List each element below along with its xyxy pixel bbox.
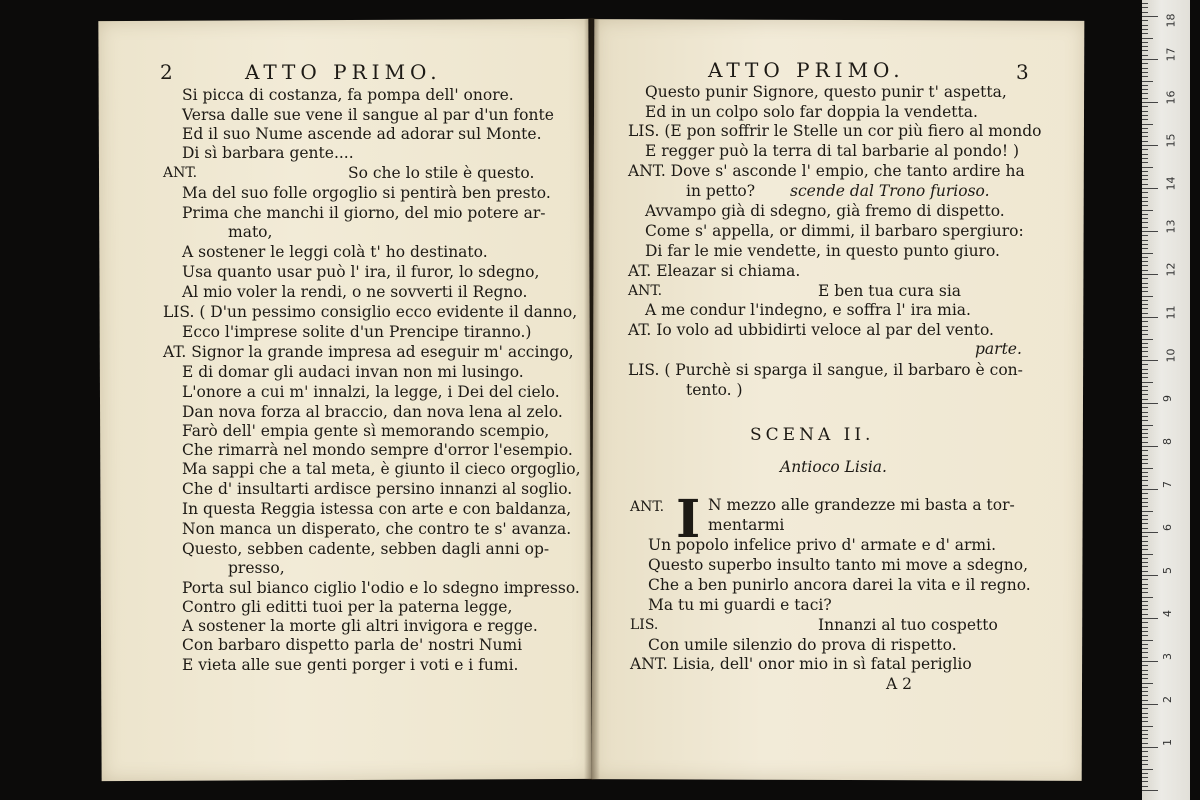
text-line: Dan nova forza al braccio, dan nova lena al zelo. bbox=[182, 403, 563, 421]
ruler-tick bbox=[1142, 317, 1158, 318]
ruler-number: 18 bbox=[1164, 13, 1178, 28]
ruler-tick bbox=[1142, 205, 1148, 206]
ruler-tick bbox=[1142, 218, 1148, 219]
ruler-tick bbox=[1142, 618, 1158, 619]
text-line: Prima che manchi il giorno, del mio potere ar- bbox=[182, 204, 546, 222]
ruler-tick bbox=[1142, 708, 1148, 709]
ruler-tick bbox=[1142, 50, 1148, 51]
ruler-tick bbox=[1142, 648, 1148, 649]
text-line: Con barbaro dispetto parla de' nostri Numi bbox=[182, 636, 523, 654]
ruler-tick bbox=[1142, 257, 1148, 258]
ruler-tick bbox=[1142, 536, 1148, 537]
ruler-tick bbox=[1142, 369, 1148, 370]
ruler-tick bbox=[1142, 124, 1153, 125]
ruler-tick bbox=[1142, 291, 1148, 292]
ruler-tick bbox=[1142, 248, 1148, 249]
ruler-tick bbox=[1142, 46, 1148, 47]
ruler-tick bbox=[1142, 278, 1148, 279]
ruler-tick bbox=[1142, 459, 1148, 460]
ruler-tick bbox=[1142, 519, 1148, 520]
ruler-tick bbox=[1142, 652, 1148, 653]
right-running-header: ATTO PRIMO. bbox=[708, 58, 905, 82]
stage-direction: scende dal Trono furioso. bbox=[790, 182, 990, 200]
text-line: mato, bbox=[228, 223, 273, 241]
ruler-tick bbox=[1142, 128, 1148, 129]
ruler-tick bbox=[1142, 485, 1148, 486]
ruler-tick bbox=[1142, 786, 1148, 787]
text-line: In questa Reggia istessa con arte e con baldanza, bbox=[182, 500, 572, 518]
ruler-tick bbox=[1142, 149, 1148, 150]
ruler-tick bbox=[1142, 7, 1148, 8]
ruler-tick bbox=[1142, 287, 1148, 288]
ruler-tick bbox=[1142, 261, 1148, 262]
ruler-tick bbox=[1142, 12, 1148, 13]
ruler-tick bbox=[1142, 326, 1148, 327]
speaker-label: ANT. bbox=[163, 165, 198, 181]
ruler-tick bbox=[1142, 769, 1153, 770]
ruler-tick bbox=[1142, 420, 1148, 421]
ruler-tick bbox=[1142, 614, 1148, 615]
ruler-tick bbox=[1142, 154, 1148, 155]
ruler-tick bbox=[1142, 85, 1148, 86]
ruler-tick bbox=[1142, 751, 1148, 752]
ruler-tick bbox=[1142, 631, 1148, 632]
text-line: Questo, sebben cadente, sebben dagli anni op- bbox=[182, 540, 550, 558]
right-page-number: 3 bbox=[1016, 60, 1029, 84]
ruler-tick bbox=[1142, 511, 1153, 512]
measuring-ruler bbox=[1142, 0, 1190, 800]
text-line: ANT. Dove s' asconde l' empio, che tanto ardire ha bbox=[628, 162, 1025, 180]
ruler-tick bbox=[1142, 674, 1148, 675]
ruler-number: 4 bbox=[1161, 610, 1174, 617]
scene-heading: SCENA II. bbox=[750, 425, 875, 445]
ruler-tick bbox=[1142, 695, 1148, 696]
text-line: tento. ) bbox=[686, 381, 743, 399]
text-line: A sostener le leggi colà t' ho destinato. bbox=[182, 243, 488, 261]
ruler-tick bbox=[1142, 373, 1148, 374]
ruler-tick bbox=[1142, 756, 1148, 757]
ruler-tick bbox=[1142, 201, 1148, 202]
ruler-tick bbox=[1142, 321, 1148, 322]
ruler-tick bbox=[1142, 566, 1148, 567]
ruler-tick bbox=[1142, 270, 1148, 271]
speaker-label: ANT. bbox=[630, 499, 665, 515]
ruler-tick bbox=[1142, 98, 1148, 99]
ruler-tick bbox=[1142, 493, 1148, 494]
ruler-tick bbox=[1142, 132, 1148, 133]
ruler-tick bbox=[1142, 111, 1148, 112]
text-line: A sostener la morte gli altri invigora e regge. bbox=[182, 617, 538, 635]
text-line: Si picca di costanza, fa pompa dell' onore. bbox=[182, 86, 514, 104]
ruler-tick bbox=[1142, 188, 1158, 189]
ruler-tick bbox=[1142, 115, 1148, 116]
text-line: Porta sul bianco ciglio l'odio e lo sdegno impresso. bbox=[182, 579, 580, 597]
ruler-tick bbox=[1142, 274, 1158, 275]
ruler-tick bbox=[1142, 313, 1148, 314]
ruler-tick bbox=[1142, 33, 1148, 34]
ruler-tick bbox=[1142, 592, 1148, 593]
ruler-number: 3 bbox=[1161, 653, 1174, 660]
ruler-tick bbox=[1142, 89, 1148, 90]
text-line: Che rimarrà nel mondo sempre d'orror l'esempio. bbox=[182, 441, 573, 459]
text-line: Ed il suo Nume ascende ad adorar sul Monte. bbox=[182, 125, 542, 143]
ruler-tick bbox=[1142, 562, 1148, 563]
text-line: AT. Eleazar si chiama. bbox=[628, 262, 801, 280]
ruler-tick bbox=[1142, 283, 1148, 284]
book-gutter bbox=[584, 18, 600, 780]
ruler-tick bbox=[1142, 489, 1158, 490]
ruler-tick bbox=[1142, 545, 1148, 546]
left-page-number: 2 bbox=[160, 60, 173, 84]
ruler-tick bbox=[1142, 403, 1158, 404]
ruler-tick bbox=[1142, 635, 1148, 636]
ruler-tick bbox=[1142, 330, 1148, 331]
ruler-tick bbox=[1142, 661, 1158, 662]
ruler-number: 10 bbox=[1164, 348, 1178, 363]
ruler-tick bbox=[1142, 554, 1153, 555]
ruler-number: 17 bbox=[1164, 47, 1178, 62]
ruler-tick bbox=[1142, 136, 1148, 137]
text-line: AT. Signor la grande impresa ad eseguir m' accingo, bbox=[163, 343, 574, 361]
ruler-tick bbox=[1142, 119, 1148, 120]
ruler-number: 6 bbox=[1161, 524, 1174, 531]
ruler-tick bbox=[1142, 515, 1148, 516]
text-line: Come s' appella, or dimmi, il barbaro spergiuro: bbox=[645, 222, 1024, 240]
ruler-tick bbox=[1142, 296, 1153, 297]
ruler-tick bbox=[1142, 446, 1158, 447]
ruler-tick bbox=[1142, 231, 1158, 232]
ruler-tick bbox=[1142, 506, 1148, 507]
ruler-tick bbox=[1142, 683, 1153, 684]
text-line: Avvampo già di sdegno, già fremo di dispetto. bbox=[645, 202, 1005, 220]
signature-mark: A 2 bbox=[886, 675, 912, 693]
ruler-tick bbox=[1142, 713, 1148, 714]
ruler-tick bbox=[1142, 704, 1158, 705]
ruler-tick bbox=[1142, 158, 1148, 159]
text-line: E regger può la terra di tal barbarie al pondo! ) bbox=[645, 142, 1020, 160]
text-line: So che lo stile è questo. bbox=[348, 164, 535, 182]
ruler-tick bbox=[1142, 197, 1148, 198]
ruler-tick bbox=[1142, 476, 1148, 477]
ruler-tick bbox=[1142, 498, 1148, 499]
ruler-tick bbox=[1142, 584, 1148, 585]
ruler-number: 11 bbox=[1164, 305, 1178, 320]
ruler-tick bbox=[1142, 347, 1148, 348]
ruler-tick bbox=[1142, 162, 1148, 163]
ruler-tick bbox=[1142, 437, 1148, 438]
ruler-tick bbox=[1142, 244, 1148, 245]
ruler-tick bbox=[1142, 743, 1148, 744]
ruler-tick bbox=[1142, 781, 1148, 782]
ruler-tick bbox=[1142, 721, 1148, 722]
ruler-tick bbox=[1142, 627, 1148, 628]
ruler-tick bbox=[1142, 214, 1148, 215]
ruler-tick bbox=[1142, 364, 1148, 365]
ruler-tick bbox=[1142, 339, 1153, 340]
ruler-tick bbox=[1142, 450, 1148, 451]
ruler-tick bbox=[1142, 425, 1153, 426]
ruler-number: 7 bbox=[1161, 481, 1174, 488]
ruler-tick bbox=[1142, 747, 1158, 748]
ruler-tick bbox=[1142, 382, 1153, 383]
left-running-header: ATTO PRIMO. bbox=[245, 60, 442, 84]
ruler-tick bbox=[1142, 429, 1148, 430]
ruler-tick bbox=[1142, 141, 1148, 142]
ruler-tick bbox=[1142, 657, 1148, 658]
ruler-tick bbox=[1142, 726, 1153, 727]
ruler-tick bbox=[1142, 222, 1148, 223]
ruler-tick bbox=[1142, 541, 1148, 542]
text-line: Ecco l'imprese solite d'un Prencipe tiranno.) bbox=[182, 323, 532, 341]
ruler-tick bbox=[1142, 102, 1158, 103]
ruler-tick bbox=[1142, 265, 1148, 266]
ruler-tick bbox=[1142, 644, 1148, 645]
ruler-tick bbox=[1142, 179, 1148, 180]
text-line: Non manca un disperato, che contro te s' avanza. bbox=[182, 520, 572, 538]
ruler-tick bbox=[1142, 356, 1148, 357]
text-line: Innanzi al tuo cospetto bbox=[818, 616, 998, 634]
ruler-tick bbox=[1142, 235, 1148, 236]
ruler-tick bbox=[1142, 175, 1148, 176]
drop-cap: I bbox=[676, 489, 701, 550]
ruler-tick bbox=[1142, 304, 1148, 305]
ruler-tick bbox=[1142, 72, 1148, 73]
ruler-tick bbox=[1142, 549, 1148, 550]
ruler-tick bbox=[1142, 605, 1148, 606]
text-line: Questo superbo insulto tanto mi move a sdegno, bbox=[648, 556, 1029, 574]
ruler-tick bbox=[1142, 773, 1148, 774]
ruler-tick bbox=[1142, 502, 1148, 503]
ruler-tick bbox=[1142, 145, 1158, 146]
ruler-tick bbox=[1142, 184, 1148, 185]
speaker-label: ANT. bbox=[628, 283, 663, 299]
stage-direction: parte. bbox=[975, 340, 1022, 358]
ruler-tick bbox=[1142, 764, 1148, 765]
text-line: L'onore a cui m' innalzi, la legge, i Dei del cielo. bbox=[182, 383, 560, 401]
text-line: in petto? bbox=[686, 182, 756, 200]
ruler-tick bbox=[1142, 29, 1148, 30]
text-line: Al mio voler la rendi, o ne sovverti il Regno. bbox=[182, 283, 528, 301]
ruler-tick bbox=[1142, 253, 1153, 254]
ruler-tick bbox=[1142, 390, 1148, 391]
ruler-tick bbox=[1142, 308, 1148, 309]
text-line: LIS. ( Purchè si sparga il sangue, il barbaro è con- bbox=[628, 361, 1023, 379]
ruler-tick bbox=[1142, 730, 1148, 731]
text-line: A me condur l'indegno, e soffra l' ira mia. bbox=[645, 301, 971, 319]
ruler-tick bbox=[1142, 399, 1148, 400]
text-line: Un popolo infelice privo d' armate e d' armi. bbox=[648, 536, 997, 554]
ruler-tick bbox=[1142, 760, 1148, 761]
ruler-tick bbox=[1142, 416, 1148, 417]
ruler-number: 1 bbox=[1161, 739, 1174, 746]
ruler-tick bbox=[1142, 687, 1148, 688]
ruler-tick bbox=[1142, 480, 1148, 481]
text-line: Ma del suo folle orgoglio si pentirà ben presto. bbox=[182, 184, 551, 202]
ruler-tick bbox=[1142, 455, 1148, 456]
ruler-tick bbox=[1142, 167, 1153, 168]
ruler-tick bbox=[1142, 790, 1158, 791]
ruler-tick bbox=[1142, 42, 1148, 43]
text-line: N mezzo alle grandezze mi basta a tor- bbox=[708, 496, 1015, 514]
ruler-tick bbox=[1142, 528, 1148, 529]
ruler-tick bbox=[1142, 472, 1148, 473]
text-line: ANT. Lisia, dell' onor mio in sì fatal periglio bbox=[630, 655, 972, 673]
ruler-tick bbox=[1142, 334, 1148, 335]
text-line: Con umile silenzio do prova di rispetto. bbox=[648, 636, 957, 654]
text-line: Ma sappi che a tal meta, è giunto il cieco orgoglio, bbox=[182, 460, 581, 478]
ruler-tick bbox=[1142, 25, 1148, 26]
text-line: AT. Io volo ad ubbidirti veloce al par del vento. bbox=[628, 321, 994, 339]
ruler-tick bbox=[1142, 407, 1148, 408]
ruler-tick bbox=[1142, 558, 1148, 559]
ruler-tick bbox=[1142, 738, 1148, 739]
text-line: Di sì barbara gente.... bbox=[182, 144, 354, 162]
speaker-label: LIS. bbox=[630, 617, 659, 633]
text-line: Che a ben punirlo ancora darei la vita e il regno. bbox=[648, 576, 1031, 594]
text-line: LIS. ( D'un pessimo consiglio ecco evidente il danno, bbox=[163, 303, 578, 321]
ruler-tick bbox=[1142, 734, 1148, 735]
ruler-tick bbox=[1142, 691, 1148, 692]
ruler-number: 16 bbox=[1164, 90, 1178, 105]
ruler-tick bbox=[1142, 588, 1148, 589]
ruler-tick bbox=[1142, 59, 1158, 60]
ruler-tick bbox=[1142, 523, 1148, 524]
ruler-tick bbox=[1142, 343, 1148, 344]
ruler-tick bbox=[1142, 93, 1148, 94]
ruler-tick bbox=[1142, 227, 1148, 228]
ruler-tick bbox=[1142, 192, 1148, 193]
ruler-tick bbox=[1142, 571, 1148, 572]
ruler-tick bbox=[1142, 16, 1158, 17]
ruler-tick bbox=[1142, 68, 1148, 69]
ruler-tick bbox=[1142, 777, 1148, 778]
ruler-tick bbox=[1142, 360, 1158, 361]
ruler-tick bbox=[1142, 665, 1148, 666]
ruler-tick bbox=[1142, 532, 1158, 533]
ruler-number: 5 bbox=[1161, 567, 1174, 574]
ruler-tick bbox=[1142, 3, 1148, 4]
text-line: Farò dell' empia gente sì memorando scempio, bbox=[182, 422, 550, 440]
ruler-tick bbox=[1142, 300, 1148, 301]
ruler-tick bbox=[1142, 377, 1148, 378]
ruler-tick bbox=[1142, 442, 1148, 443]
ruler-number: 13 bbox=[1164, 219, 1178, 234]
ruler-number: 15 bbox=[1164, 133, 1178, 148]
ruler-tick bbox=[1142, 622, 1148, 623]
ruler-tick bbox=[1142, 171, 1148, 172]
ruler-number: 9 bbox=[1161, 395, 1174, 402]
text-line: E vieta alle sue genti porger i voti e i fumi. bbox=[182, 656, 519, 674]
ruler-tick bbox=[1142, 468, 1153, 469]
ruler-tick bbox=[1142, 609, 1148, 610]
ruler-tick bbox=[1142, 240, 1148, 241]
text-line: Versa dalle sue vene il sangue al par d'un fonte bbox=[182, 106, 554, 124]
ruler-tick bbox=[1142, 579, 1148, 580]
ruler-tick bbox=[1142, 597, 1153, 598]
ruler-tick bbox=[1142, 700, 1148, 701]
text-line: E ben tua cura sia bbox=[818, 282, 962, 300]
ruler-tick bbox=[1142, 210, 1153, 211]
ruler-number: 14 bbox=[1164, 176, 1178, 191]
ruler-number: 8 bbox=[1161, 438, 1174, 445]
ruler-tick bbox=[1142, 433, 1148, 434]
ruler-number: 12 bbox=[1164, 262, 1178, 277]
text-line: Di far le mie vendette, in questo punto giuro. bbox=[645, 242, 1000, 260]
text-line: mentarmi bbox=[708, 516, 785, 534]
text-line: Usa quanto usar può l' ira, il furor, lo sdegno, bbox=[182, 263, 540, 281]
ruler-tick bbox=[1142, 717, 1148, 718]
ruler-tick bbox=[1142, 412, 1148, 413]
text-line: Che d' insultarti ardisce persino innanzi al soglio. bbox=[182, 480, 573, 498]
text-line: Questo punir Signore, questo punir t' aspetta, bbox=[645, 83, 1007, 101]
ruler-tick bbox=[1142, 351, 1148, 352]
ruler-tick bbox=[1142, 670, 1148, 671]
ruler-tick bbox=[1142, 575, 1158, 576]
ruler-tick bbox=[1142, 601, 1148, 602]
ruler-tick bbox=[1142, 38, 1153, 39]
text-line: Ed in un colpo solo far doppia la vendetta. bbox=[645, 103, 978, 121]
ruler-tick bbox=[1142, 640, 1153, 641]
ruler-tick bbox=[1142, 76, 1148, 77]
text-line: presso, bbox=[228, 559, 285, 577]
ruler-tick bbox=[1142, 463, 1148, 464]
ruler-tick bbox=[1142, 386, 1148, 387]
text-line: Ma tu mi guardi e taci? bbox=[648, 596, 832, 614]
ruler-tick bbox=[1142, 55, 1148, 56]
ruler-tick bbox=[1142, 106, 1148, 107]
ruler-number: 2 bbox=[1161, 696, 1174, 703]
text-line: LIS. (E pon soffrir le Stelle un cor più fiero al mondo bbox=[628, 122, 1042, 140]
ruler-tick bbox=[1142, 81, 1153, 82]
ruler-tick bbox=[1142, 678, 1148, 679]
ruler-tick bbox=[1142, 20, 1148, 21]
text-line: Contro gli editti tuoi per la paterna legge, bbox=[182, 598, 513, 616]
text-line: E di domar gli audaci invan non mi lusingo. bbox=[182, 363, 524, 381]
ruler-tick bbox=[1142, 63, 1148, 64]
scene-characters: Antioco Lisia. bbox=[780, 458, 887, 476]
ruler-tick bbox=[1142, 394, 1148, 395]
